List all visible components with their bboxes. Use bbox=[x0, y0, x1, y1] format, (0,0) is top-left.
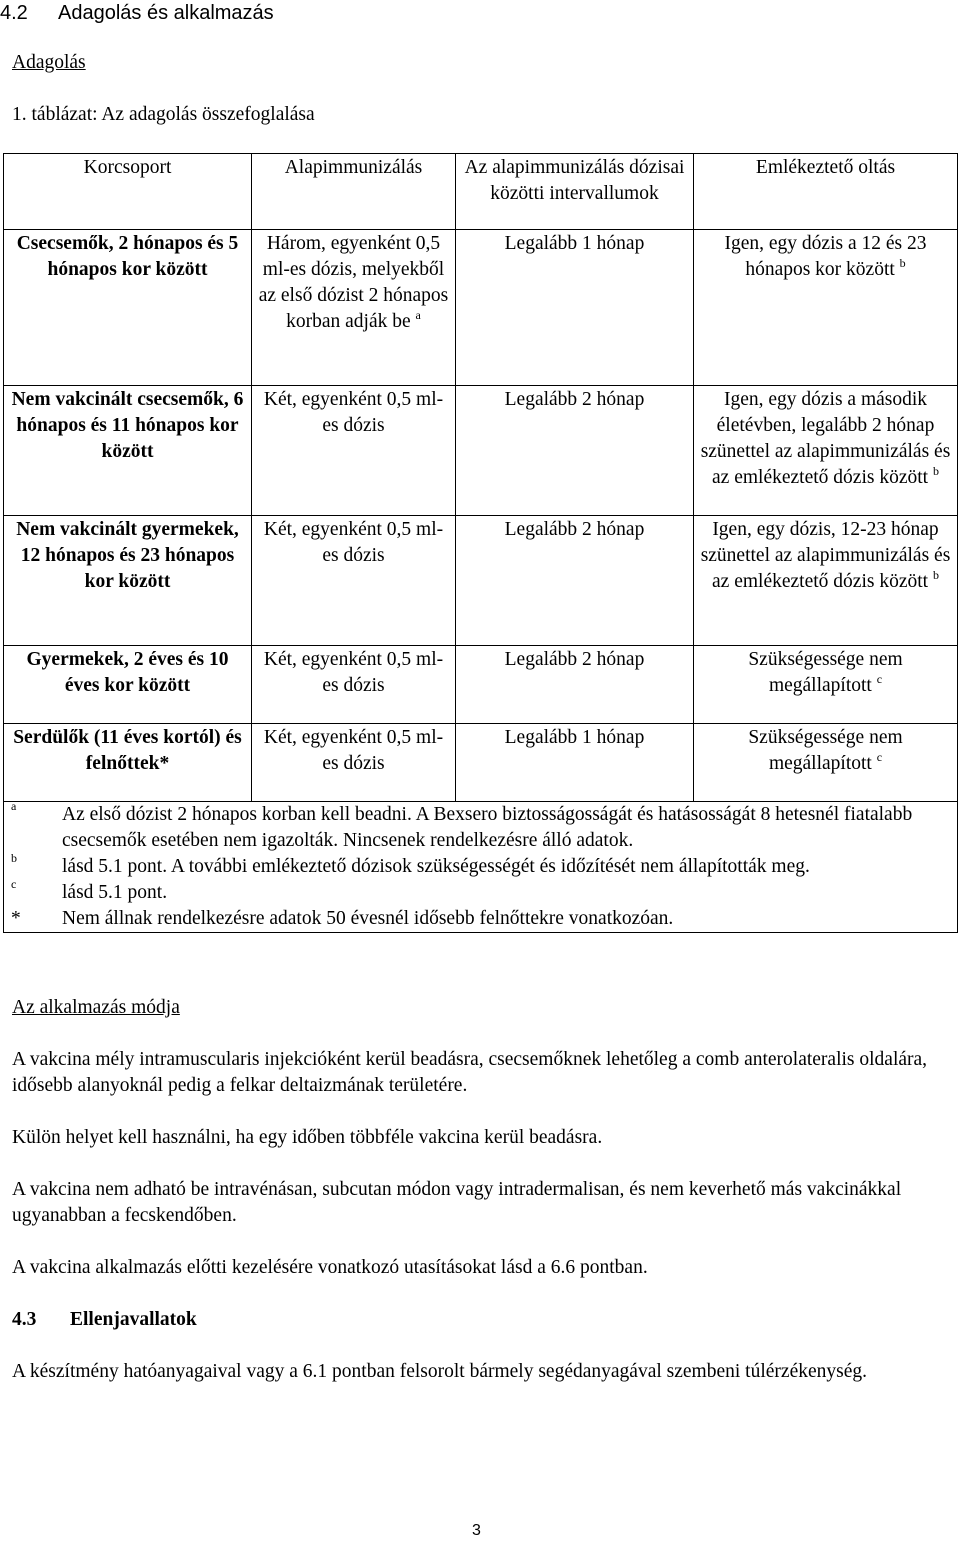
cell-interval: Legalább 1 hónap bbox=[456, 230, 694, 386]
subheading-administration: Az alkalmazás módja bbox=[12, 997, 180, 1018]
cell-primary: Két, egyenként 0,5 ml-es dózis bbox=[252, 724, 456, 802]
section-title: Adagolás és alkalmazás bbox=[58, 2, 274, 24]
footnote-ref: b bbox=[932, 568, 939, 582]
cell-booster: Szükségessége nem megállapított $^c$ bbox=[694, 724, 958, 802]
page-number: 3 bbox=[472, 1522, 481, 1539]
footnote-ref: c bbox=[876, 750, 883, 764]
section-number: 4.2 bbox=[0, 2, 28, 24]
table-row bbox=[4, 724, 958, 802]
footnote-ref: b bbox=[899, 256, 906, 270]
cell-primary: Két, egyenként 0,5 ml-es dózis bbox=[252, 516, 456, 646]
cell-age-group: Nem vakcinált csecsemők, 6 hónapos és 11 hónapos kor között bbox=[4, 386, 252, 516]
paragraph: A vakcina nem adható be intravénásan, subcutan módon vagy intradermalisan, és nem keverhető más vakcinákkal ugyanabban a fecskendőben. bbox=[12, 1179, 902, 1226]
footnote-mark: c bbox=[11, 877, 17, 891]
footnote bbox=[4, 906, 957, 932]
cell-age-group: Gyermekek, 2 éves és 10 éves kor között bbox=[4, 646, 252, 724]
table-footnote-row bbox=[4, 802, 958, 933]
paragraph: A készítmény hatóanyagaival vagy a 6.1 pontban felsorolt bármely segédanyagával szembeni túlérzékenység. bbox=[12, 1361, 867, 1382]
cell-booster: Igen, egy dózis a második életévben, legalább 2 hónap szünettel az alapimmunizálás és az emlékeztető dózis között $^b$ bbox=[694, 386, 958, 516]
table-row bbox=[4, 646, 958, 724]
section-number: 4.3 bbox=[12, 1309, 37, 1330]
table-footnotes bbox=[4, 799, 958, 933]
table-row bbox=[4, 386, 958, 516]
header-interval: Az alapimmunizálás dózisai közötti intervallumok bbox=[456, 154, 694, 230]
cell-primary: Két, egyenként 0,5 ml-es dózis bbox=[252, 646, 456, 724]
header-primary: Alapimmunizálás bbox=[252, 154, 456, 230]
footnote-text: lásd 5.1 pont. bbox=[62, 882, 168, 903]
footnote-mark: a bbox=[11, 799, 17, 813]
cell-interval: Legalább 2 hónap bbox=[456, 386, 694, 516]
header-booster: Emlékeztető oltás bbox=[694, 154, 958, 230]
cell-interval: Legalább 2 hónap bbox=[456, 646, 694, 724]
paragraph: Külön helyet kell használni, ha egy időben többféle vakcina kerül beadásra. bbox=[12, 1127, 603, 1148]
dosing-table bbox=[3, 153, 958, 933]
footnote-text: Az első dózist 2 hónapos korban kell beadni. A Bexsero biztosságosságát és hatásosságát 8 hetesnél fiatalabb csecsemők esetében nem igazolták. Nincsenek rendelkezésre álló adatok. bbox=[62, 804, 913, 851]
footnote-ref: a bbox=[415, 308, 421, 322]
footnote-text: Nem állnak rendelkezésre adatok 50 évesnél idősebb felnőttekre vonatkozóan. bbox=[62, 908, 674, 929]
section-heading bbox=[0, 0, 274, 26]
table-header-row bbox=[4, 154, 958, 230]
section-heading bbox=[12, 1307, 197, 1333]
cell-age-group: Csecsemők, 2 hónapos és 5 hónapos kor között bbox=[4, 230, 252, 386]
footnote-mark: b bbox=[11, 851, 17, 865]
footnote-mark: * bbox=[11, 908, 21, 929]
footnote bbox=[4, 799, 957, 854]
section-title: Ellenjavallatok bbox=[70, 1309, 197, 1330]
footnote-text: lásd 5.1 pont. A további emlékeztető dózisok szükségességét és időzítését nem állapították meg. bbox=[62, 856, 810, 877]
cell-interval: Legalább 2 hónap bbox=[456, 516, 694, 646]
table-caption: 1. táblázat: Az adagolás összefoglalása bbox=[12, 104, 315, 125]
cell-interval: Legalább 1 hónap bbox=[456, 724, 694, 802]
cell-age-group: Nem vakcinált gyermekek, 12 hónapos és 23 hónapos kor között bbox=[4, 516, 252, 646]
paragraph: A vakcina alkalmazás előtti kezelésére vonatkozó utasításokat lásd a 6.6 pontban. bbox=[12, 1257, 648, 1278]
cell-age-group: Serdülők (11 éves kortól) és felnőttek* bbox=[4, 724, 252, 802]
cell-booster: Igen, egy dózis, 12-23 hónap szünettel az alapimmunizálás és az emlékeztető dózis között $^b$ bbox=[694, 516, 958, 646]
cell-primary: Három, egyenként 0,5 ml-es dózis, melyekből az első dózist 2 hónapos korban adják be $^a$ bbox=[252, 230, 456, 386]
cell-booster: Szükségessége nem megállapított $^c$ bbox=[694, 646, 958, 724]
footnote bbox=[4, 877, 957, 906]
footnote-ref: c bbox=[876, 672, 883, 686]
cell-booster: Igen, egy dózis a 12 és 23 hónapos kor között $^b$ bbox=[694, 230, 958, 386]
footnote bbox=[4, 851, 957, 880]
header-age-group: Korcsoport bbox=[4, 154, 252, 230]
table-row bbox=[4, 516, 958, 646]
subheading-dosing: Adagolás bbox=[12, 52, 86, 73]
cell-primary: Két, egyenként 0,5 ml-es dózis bbox=[252, 386, 456, 516]
footnote-ref: b bbox=[932, 464, 939, 478]
paragraph: A vakcina mély intramuscularis injekcióként kerül beadásra, csecsemőknek lehetőleg a comb anterolateralis oldalára, idősebb alanyoknál pedig a felkar deltaizmának területére. bbox=[12, 1049, 928, 1096]
table-row bbox=[4, 230, 958, 386]
